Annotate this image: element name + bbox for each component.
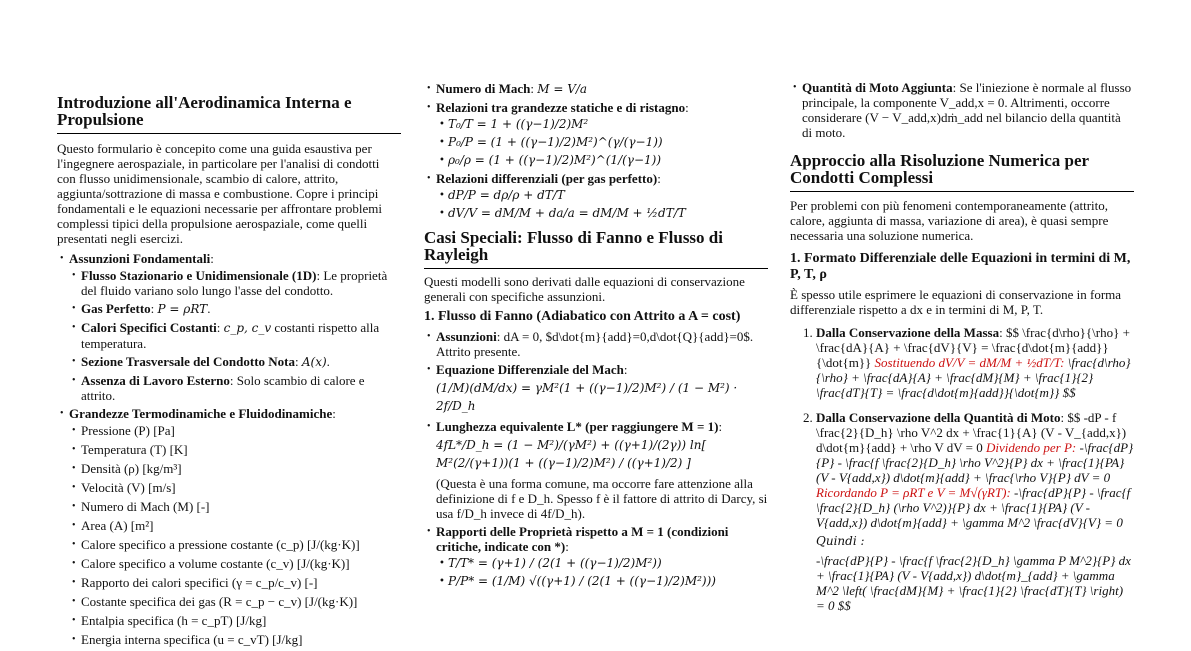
critical-equation: • T/T* = (γ+1) / (2(1 + ((γ−1)/2)M²)) <box>436 556 768 571</box>
quantity-item: • Entalpia specifica (h = c_pT) [J/kg] <box>69 613 401 629</box>
quantity-item: • Calore specifico a volume costante (c_v) [J/(kg·K)] <box>69 556 401 572</box>
assumptions-list <box>69 268 401 403</box>
assumption-item <box>69 301 401 317</box>
assumption-text: : <box>216 320 224 335</box>
momentum-recall: Ricordando P = ρRT e V = M√(γRT): <box>816 485 1011 500</box>
momentum-text: : Se l'iniezione è normale al flusso principale, la componente V_add,x = 0. Altrimenti, occorre considerare (V − V_add,x)dṁ_add nel bilancio della quantità di moto. <box>802 80 1132 140</box>
mach-item: • Numero di Mach: M = V/a <box>424 81 768 97</box>
format-intro: È spesso utile esprimere le equazioni di conservazione in forma differenziale rispetto a dx e in termini di M, P, T. <box>790 287 1122 317</box>
fanno-length-equation: 4fL*/D_h = (1 − M²)/(γM²) + ((γ+1)/(2γ)) ln[ M²(2/(γ+1))(1 + ((γ−1)/2)M²) / ((γ+1)/2) ] <box>436 438 707 470</box>
fanno-list <box>424 329 768 589</box>
fanno-mach: • Equazione Differenziale del Mach: (1/M)(dM/dx) = γM²(1 + ((γ−1)/2)M²) / (1 − M²) · 2f/D_h <box>424 362 768 415</box>
section-title-special: Casi Speciali: Flusso di Fanno e Flusso di Rayleigh <box>424 229 768 269</box>
assumption-item <box>69 373 401 403</box>
diff-item: • Relazioni differenziali (per gas perfetto): • dP/P = dρ/ρ + dT/T • dV/V = dM/M + da/a = dM/M + ½dT/T <box>424 171 768 221</box>
assumption-label: Flusso Stazionario e Unidimensionale (1D) <box>81 268 317 283</box>
critical-equation: • P/P* = (1/M) √((γ+1) / (2(1 + ((γ−1)/2)M²))) <box>436 574 768 589</box>
momentum-conservation-item <box>816 410 1134 613</box>
assumption-label: Sezione Trasversale del Condotto Nota <box>81 354 295 369</box>
mach-equation: M = V/a <box>537 82 588 96</box>
fanno-critical-list <box>436 556 768 589</box>
section-title-intro: Introduzione all'Aerodinamica Interna e Propulsione <box>57 94 401 134</box>
quantity-item: • Pressione (P) [Pa] <box>69 423 401 439</box>
fanno-mach-label: Equazione Differenziale del Mach <box>436 362 624 377</box>
mach-label: Numero di Mach <box>436 81 531 96</box>
ratios-list <box>436 117 768 168</box>
top-list <box>57 251 401 648</box>
momentum-label: Quantità di Moto Aggiunta <box>802 80 953 95</box>
assumptions-heading: Assunzioni Fondamentali <box>69 251 211 266</box>
assumption-tail: costanti rispetto alla temperatura. <box>81 320 380 351</box>
assumption-label: Assenza di Lavoro Esterno <box>81 373 230 388</box>
assumption-text: : <box>150 301 158 316</box>
diff-equation: • dP/P = dρ/ρ + dT/T <box>436 188 768 203</box>
section-title-numeric: Approccio alla Risoluzione Numerica per Condotti Complessi <box>790 152 1134 192</box>
fanno-assump-label: Assunzioni <box>436 329 497 344</box>
quantities-heading: Grandezze Termodinamiche e Fluidodinamiche <box>69 406 333 421</box>
assumption-text: : Solo scambio di calore e attrito. <box>81 373 365 403</box>
quantities-list <box>69 423 401 648</box>
momentum-post: -\frac{dP}{P} - \frac{f \frac{2}{D_h} (\rho V^2)}{P} dx + \frac{1}{PA} (V - V{add,x}) d\dot{m}{add} + \gamma M^2 \frac{dV}{V} = 0 <box>816 485 1131 530</box>
fanno-critical: • Rapporti delle Proprietà rispetto a M = 1 (condizioni critiche, indicate con *): • T/T* = (γ+1) / (2(1 + ((γ−1)/2)M²)) • P/P* = (1/M) √((γ+1) / (2(1 + ((γ−1)/2)M²))) <box>424 524 768 589</box>
quindi-label: Quindi : <box>816 534 865 548</box>
quantity-item: • Densità (ρ) [kg/m³] <box>69 461 401 477</box>
fanno-assump-text: : dA = 0, $d\dot{m}{add}=0,d\dot{Q}{add}=0$. Attrito presente. <box>436 329 754 359</box>
quantity-item: • Energia interna specifica (u = c_vT) [J/kg] <box>69 632 401 648</box>
numeric-intro: Per problemi con più fenomeni contemporaneamente (attrito, calore, aggiunta di massa, variazione di area), è quasi sempre necessaria una soluzione numerica. <box>790 198 1109 243</box>
momentum-final: -\frac{dP}{P} - \frac{f \frac{2}{D_h} \gamma P M^2}{P} dx + \frac{1}{PA} (V - V{add,x}) d\dot{m}_{add} + \gamma M^2 \left( \frac{dM}{M} + \frac{1}{2} \frac{dT}{T} \right) = 0 $$ <box>816 553 1131 613</box>
mass-pre: : $$ \frac{d\rho}{\rho} + \frac{dA}{A} + \frac{dV}{V} = \frac{d\dot{m}{add}}{\dot{m}} <box>816 325 1130 370</box>
column-left <box>57 0 401 651</box>
quantities-item: • Grandezze Termodinamiche e Fluidodinamiche: • Pressione (P) [Pa] • Temperatura (T) [K] • Densità (ρ) [kg/m³] • Velocità (V) [m/s] • Numero di Mach (M) [-] • Area (A) [m²] • Calore specifico a pressione costante (c_p) [J/(kg·K)] • Calore specifico a volume costante (c_v) [J/(kg·K)] • Rapporto dei calori specifici (γ = c_p/c_v) [-] • Costante specifica dei gas (R = c_p − c_v) [J/(kg·K)] • Entalpia specifica (h = c_pT) [J/kg] • Energia interna specifica (u = c_vT) [J/kg] <box>57 406 401 648</box>
conservation-list <box>790 325 1134 613</box>
assumption-label: Calori Specifici Costanti <box>81 320 217 335</box>
assumption-tail: . <box>326 354 330 369</box>
mass-conservation-item <box>816 325 1134 400</box>
ratios-item: • Relazioni tra grandezze statiche e di ristagno: • T₀/T = 1 + ((γ−1)/2)M² • P₀/P = (1 + ((γ−1)/2)M²)^(γ/(γ−1)) • ρ₀/ρ = (1 + ((γ−1)/2)M²)^(1/(γ−1)) <box>424 100 768 168</box>
assumption-item <box>69 268 401 298</box>
quantity-item: • Calore specifico a pressione costante (c_p) [J/(kg·K)] <box>69 537 401 553</box>
assumption-text: : <box>295 354 302 369</box>
assumption-label: Gas Perfetto <box>81 301 151 316</box>
quantity-item: • Rapporto dei calori specifici (γ = c_p/c_v) [-] <box>69 575 401 591</box>
ratio-equation: • P₀/P = (1 + ((γ−1)/2)M²)^(γ/(γ−1)) <box>436 135 768 150</box>
assumption-item <box>69 320 401 351</box>
fanno-assumptions <box>424 329 768 359</box>
quantity-item: • Temperatura (T) [K] <box>69 442 401 458</box>
ratios-label: Relazioni tra grandezze statiche e di ristagno <box>436 100 686 115</box>
diff-equation: • dV/V = dM/M + da/a = dM/M + ½dT/T <box>436 206 768 221</box>
quantity-item: • Numero di Mach (M) [-] <box>69 499 401 515</box>
fanno-title: 1. Flusso di Fanno (Adiabatico con Attrito a A = cost) <box>424 309 741 324</box>
diff-list <box>436 188 768 221</box>
assumption-item <box>69 354 401 370</box>
diff-label: Relazioni differenziali (per gas perfetto) <box>436 171 658 186</box>
fanno-critical-label: Rapporti delle Proprietà rispetto a M = 1 (condizioni critiche, indicate con *) <box>436 524 729 554</box>
momentum-list <box>790 80 1134 140</box>
column-right <box>790 0 1134 623</box>
assumption-math: A(x) <box>301 355 327 369</box>
fanno-mach-equation: (1/M)(dM/dx) = γM²(1 + ((γ−1)/2)M²) / (1 − M²) · 2f/D_h <box>436 381 738 413</box>
ratio-equation: • ρ₀/ρ = (1 + ((γ−1)/2)M²)^(1/(γ−1)) <box>436 153 768 168</box>
special-intro: Questi modelli sono derivati dalle equazioni di conservazione generali con specifiche assunzioni. <box>424 274 745 304</box>
fanno-length-label: Lunghezza equivalente L* (per raggiungere M = 1) <box>436 419 719 434</box>
assumption-tail: . <box>207 301 211 316</box>
quantity-item: • Velocità (V) [m/s] <box>69 480 401 496</box>
assumption-text: : Le proprietà del fluido variano solo lungo l'asse del condotto. <box>81 268 388 298</box>
assumption-math: P = ρRT <box>157 302 208 316</box>
mach-list <box>424 81 768 221</box>
ratio-equation: • T₀/T = 1 + ((γ−1)/2)M² <box>436 117 768 132</box>
momentum-mid: -\frac{dP}{P} - \frac{f \frac{2}{D_h} \rho V^2}{P} dx + \frac{1}{PA} (V - V{add,x}) d\dot{m}{add} + \frac{\rho V}{P} dV = 0 <box>816 440 1134 485</box>
quantity-item: • Area (A) [m²] <box>69 518 401 534</box>
format-title: 1. Formato Differenziale delle Equazioni in termini di M, P, T, ρ <box>790 251 1131 282</box>
mass-post: \frac{d\rho}{\rho} + \frac{dA}{A} + \frac{dM}{M} + \frac{1}{2} \frac{dT}{T} = \frac{d\dot{m}{add}}{\dot{m}} $$ <box>816 355 1131 400</box>
intro-paragraph: Questo formulario è concepito come una guida esaustiva per l'ingegnere aerospaziale, in particolare per l'analisi di condotti con flusso unidimensionale, scambio di calore, attrito, aggiunta/sottrazione di massa e combustione. Copre i principi fondamentali e le equazioni necessarie per affrontare problemi complessi tipici della propulsione aerospaziale, come quelli presentati negli esercizi. <box>57 141 382 246</box>
column-middle <box>424 0 768 592</box>
momentum-pre: : $$ -dP - f \frac{2}{D_h} \rho V^2 dx + \frac{1}{A} (V - V_{add,x}) d\dot{m}{add} + \rho V dV = 0 <box>816 410 1127 455</box>
momentum-divide: Dividendo per P: <box>986 440 1077 455</box>
quantity-item: • Costante specifica dei gas (R = c_p − c_v) [J/(kg·K)] <box>69 594 401 610</box>
momentum-cons-label: Dalla Conservazione della Quantità di Moto <box>816 410 1061 425</box>
momentum-item <box>790 80 1134 140</box>
assumption-math: c_p, c_v <box>223 321 272 335</box>
mass-label: Dalla Conservazione della Massa <box>816 325 1000 340</box>
fanno-length: • Lunghezza equivalente L* (per raggiungere M = 1): 4fL*/D_h = (1 − M²)/(γM²) + ((γ+1)/(2γ)) ln[ M²(2/(γ+1))(1 + ((γ−1)/2)M²) / ((γ+1)/2) ] (Questa è una forma comune, ma occorre fare attenzione alla definizione di f e D_h. Spesso f è il fattore di attrito di Darcy, si usa f/D_h invece di 4f/D_h). <box>424 419 768 521</box>
fanno-note: (Questa è una forma comune, ma occorre fare attenzione alla definizione di f e D_h. Spesso f è il fattore di attrito di Darcy, si usa f/D_h invece di 4f/D_h). <box>436 476 768 521</box>
mass-substitution: Sostituendo dV/V = dM/M + ½dT/T: <box>874 355 1065 370</box>
assumptions-item: • Assunzioni Fondamentali: • Flusso Stazionario e Unidimensionale (1D): Le proprietà del fluido variano solo lungo l'asse del condotto. • Gas Perfetto: P = ρRT. • Calori Specifici Costanti: c_p, c_v costanti rispetto alla temperatura. • Sezione Trasversale del Condotto Nota: A(x). • Assenza di Lavoro Esterno: Solo scambio di calore e attrito. <box>57 251 401 403</box>
